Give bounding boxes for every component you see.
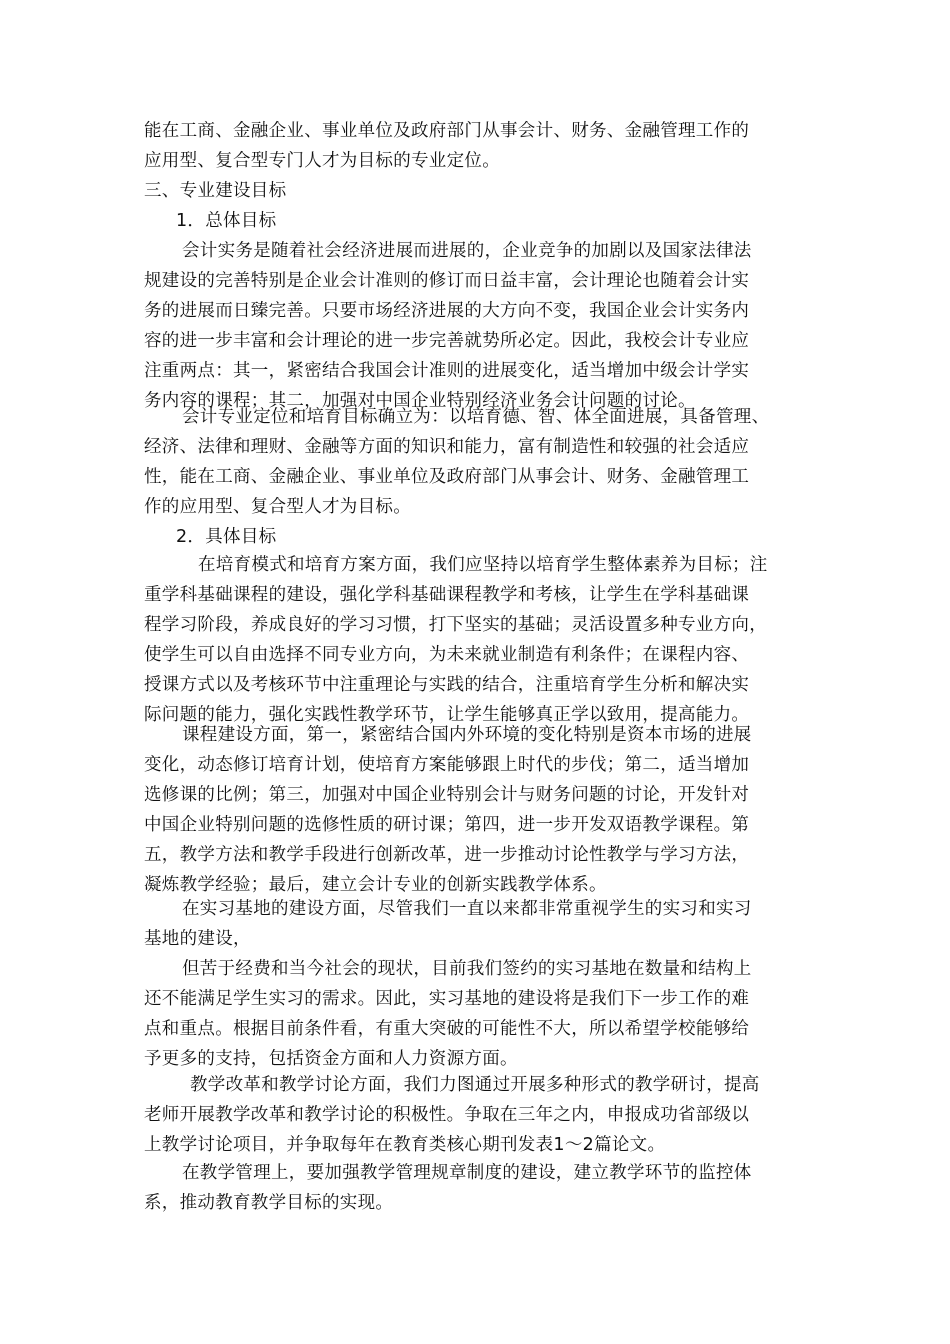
body-paragraph <box>0 1158 752 1218</box>
paragraph-continuation <box>0 116 749 176</box>
text-line: 程学习阶段，养成良好的学习习惯，打下坚实的基础；灵活设置多种专业方向， <box>144 615 767 635</box>
text-line: 五，教学方法和教学手段进行创新改革，进一步推动讨论性教学与学习方法， <box>144 845 750 865</box>
text-line: 务内容的课程；其二，加强对中国企业特别经济业务会计问题的讨论。 <box>144 391 696 411</box>
text-line: 基地的建设， <box>144 929 251 949</box>
text-line: 还不能满足学生实习的需求。因此，实习基地的建设将是我们下一步工作的难 <box>144 989 750 1009</box>
text-line: 课程建设方面，第一，紧密结合国内外环境的变化特别是资本市场的进展 <box>182 725 752 745</box>
text-line: 在实习基地的建设方面，尽管我们一直以来都非常重视学生的实习和实习 <box>182 899 752 919</box>
text-line: 规建设的完善特别是企业会计准则的修订而日益丰富，会计理论也随着会计实 <box>144 271 750 291</box>
body-paragraph <box>0 1070 760 1160</box>
text-line: 予更多的支持，包括资金方面和人力资源方面。 <box>144 1049 518 1069</box>
text-line: 重学科基础课程的建设，强化学科基础课程教学和考核，让学生在学科基础课 <box>144 585 750 605</box>
body-paragraph <box>0 402 769 522</box>
text-line: 使学生可以自由选择不同专业方向，为未来就业制造有利条件；在课程内容、 <box>144 645 750 665</box>
body-paragraph <box>0 954 752 1074</box>
text-line: 上教学讨论项目，并争取每年在教育类核心期刊发表1～2篇论文。 <box>144 1135 666 1155</box>
text-line: 变化，动态修订培育计划，使培育方案能够跟上时代的步伐；第二，适当增加 <box>144 755 750 775</box>
text-line: 注重两点：其一，紧密结合我国会计准则的进展变化，适当增加中级会计学实 <box>144 361 750 381</box>
text-line: 经济、法律和理财、金融等方面的知识和能力，富有制造性和较强的社会适应 <box>144 437 750 457</box>
text-line: 系，推动教育教学目标的实现。 <box>144 1193 394 1213</box>
text-line: 凝炼教学经验；最后，建立会计专业的创新实践教学体系。 <box>144 875 607 895</box>
text-line: 应用型、复合型专门人才为目标的专业定位。 <box>144 151 500 171</box>
body-paragraph <box>0 894 752 954</box>
text-line: 但苦于经费和当今社会的现状，目前我们签约的实习基地在数量和结构上 <box>182 959 752 979</box>
text-line: 中国企业特别问题的选修性质的研讨课；第四，进一步开发双语教学课程。第 <box>144 815 750 835</box>
text-line: 2．具体目标 <box>176 527 277 547</box>
text-line: 1．总体目标 <box>176 211 277 231</box>
text-line: 选修课的比例；第三，加强对中国企业特别会计与财务问题的讨论，开发针对 <box>144 785 750 805</box>
text-line: 教学改革和教学讨论方面，我们力图通过开展多种形式的教学研讨，提高 <box>190 1075 760 1095</box>
subsection-heading <box>0 206 276 236</box>
body-paragraph <box>0 550 768 730</box>
text-line: 务的进展而日臻完善。只要市场经济进展的大方向不变，我国企业会计实务内 <box>144 301 750 321</box>
text-line: 三、专业建设目标 <box>144 181 287 201</box>
text-line: 点和重点。根据目前条件看，有重大突破的可能性不大，所以希望学校能够给 <box>144 1019 750 1039</box>
text-line: 老师开展教学改革和教学讨论的积极性。争取在三年之内，申报成功省部级以 <box>144 1105 750 1125</box>
text-line: 容的进一步丰富和会计理论的进一步完善就势所必定。因此，我校会计专业应 <box>144 331 750 351</box>
text-line: 会计实务是随着社会经济进展而进展的，企业竞争的加剧以及国家法律法 <box>182 241 752 261</box>
text-line: 能在工商、金融企业、事业单位及政府部门从事会计、财务、金融管理工作的 <box>144 121 750 141</box>
text-line: 性，能在工商、金融企业、事业单位及政府部门从事会计、财务、金融管理工 <box>144 467 750 487</box>
text-line: 际问题的能力，强化实践性教学环节，让学生能够真正学以致用，提高能力。 <box>144 705 750 725</box>
text-line: 会计专业定位和培育目标确立为：以培育德、智、体全面进展，具备管理、 <box>182 407 770 427</box>
body-paragraph <box>0 720 752 900</box>
body-paragraph <box>0 236 752 416</box>
text-line: 作的应用型、复合型人才为目标。 <box>144 497 411 517</box>
text-line: 在培育模式和培育方案方面，我们应坚持以培育学生整体素养为目标；注 <box>198 555 768 575</box>
section-heading <box>0 176 286 206</box>
text-line: 授课方式以及考核环节中注重理论与实践的结合，注重培育学生分析和解决实 <box>144 675 750 695</box>
subsection-heading <box>0 522 276 552</box>
text-line: 在教学管理上，要加强教学管理规章制度的建设，建立教学环节的监控体 <box>182 1163 752 1183</box>
